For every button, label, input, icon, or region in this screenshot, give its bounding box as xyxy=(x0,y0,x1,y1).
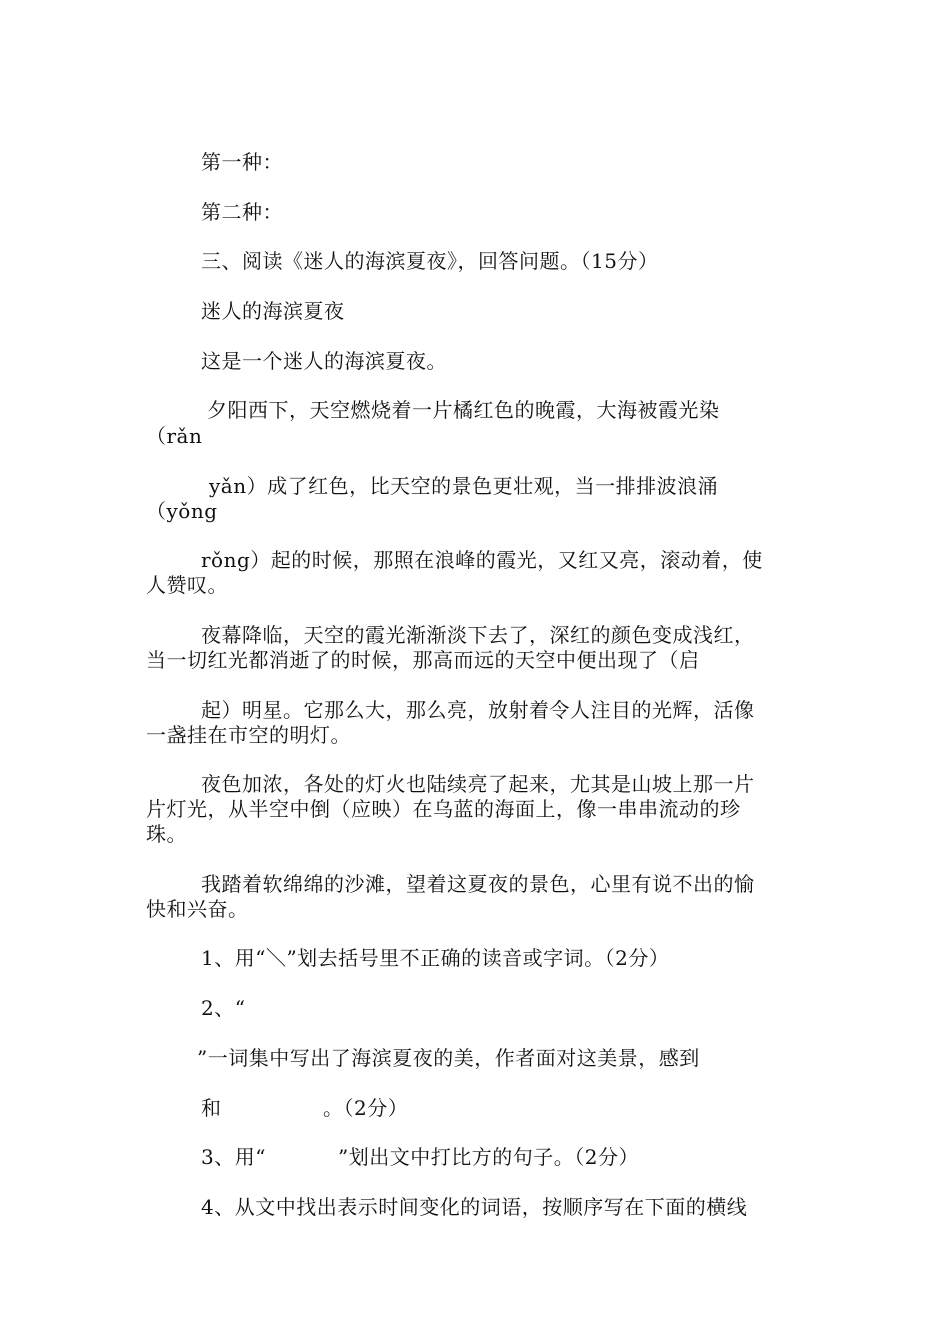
question-4: 4、从文中找出表示时间变化的词语，按顺序写在下面的横线 xyxy=(201,1195,748,1219)
passage-paragraph-2-line-1: 夕阳西下，天空燃烧着一片橘红色的晚霞，大海被霞光染 xyxy=(207,398,720,422)
passage-paragraph-3-line-1: 夜幕降临，天空的霞光渐渐淡下去了，深红的颜色变成浅红， xyxy=(201,623,755,647)
question-2-middle: ”一词集中写出了海滨夏夜的美，作者面对这美景，感到 xyxy=(197,1046,700,1070)
answer-label-second: 第二种： xyxy=(201,200,283,224)
pinyin-option-2: （yǒng xyxy=(146,499,218,523)
passage-paragraph-4-line-2: 片灯光，从半空中倒（应映）在乌蓝的海面上，像一串串流动的珍 xyxy=(146,797,741,821)
passage-paragraph-4-line-1: 夜色加浓，各处的灯火也陆续亮了起来，尤其是山坡上那一片 xyxy=(201,772,755,796)
passage-paragraph-3-line-2: 当一切红光都消逝了的时候，那高而远的天空中便出现了（启 xyxy=(146,648,700,672)
passage-paragraph-5-line-1: 我踏着软绵绵的沙滩，望着这夏夜的景色，心里有说不出的愉 xyxy=(201,872,755,896)
passage-paragraph-4-line-3: 珠。 xyxy=(146,822,187,846)
question-2-start: 2、“ xyxy=(201,996,246,1020)
question-2-end: 。（2分） xyxy=(323,1096,409,1120)
pinyin-option-1: （rǎn xyxy=(146,424,203,448)
passage-paragraph-3-line-3: 起）明星。它那么大，那么亮，放射着令人注目的光辉，活像 xyxy=(201,698,755,722)
question-2-and: 和 xyxy=(201,1096,222,1120)
answer-label-first: 第一种： xyxy=(201,150,283,174)
passage-title: 迷人的海滨夏夜 xyxy=(201,299,345,323)
question-1: 1、用“＼”划去括号里不正确的读音或字词。（2分） xyxy=(201,946,670,970)
passage-paragraph-3-line-4: 一盏挂在市空的明灯。 xyxy=(146,723,351,747)
passage-paragraph-2-line-2: yǎn）成了红色，比天空的景色更壮观，当一排排波浪涌 xyxy=(209,474,719,498)
question-3-end: ”划出文中打比方的句子。（2分） xyxy=(338,1145,639,1169)
section-heading: 三、阅读《迷人的海滨夏夜》，回答问题。（15分） xyxy=(201,249,659,273)
passage-paragraph-2-line-4: 人赞叹。 xyxy=(146,573,228,597)
passage-paragraph-1: 这是一个迷人的海滨夏夜。 xyxy=(201,349,447,373)
passage-paragraph-2-line-3: rǒng）起的时候，那照在浪峰的霞光，又红又亮，滚动着，使 xyxy=(201,548,763,572)
passage-paragraph-5-line-2: 快和兴奋。 xyxy=(146,897,249,921)
question-3-start: 3、用“ xyxy=(201,1145,266,1169)
